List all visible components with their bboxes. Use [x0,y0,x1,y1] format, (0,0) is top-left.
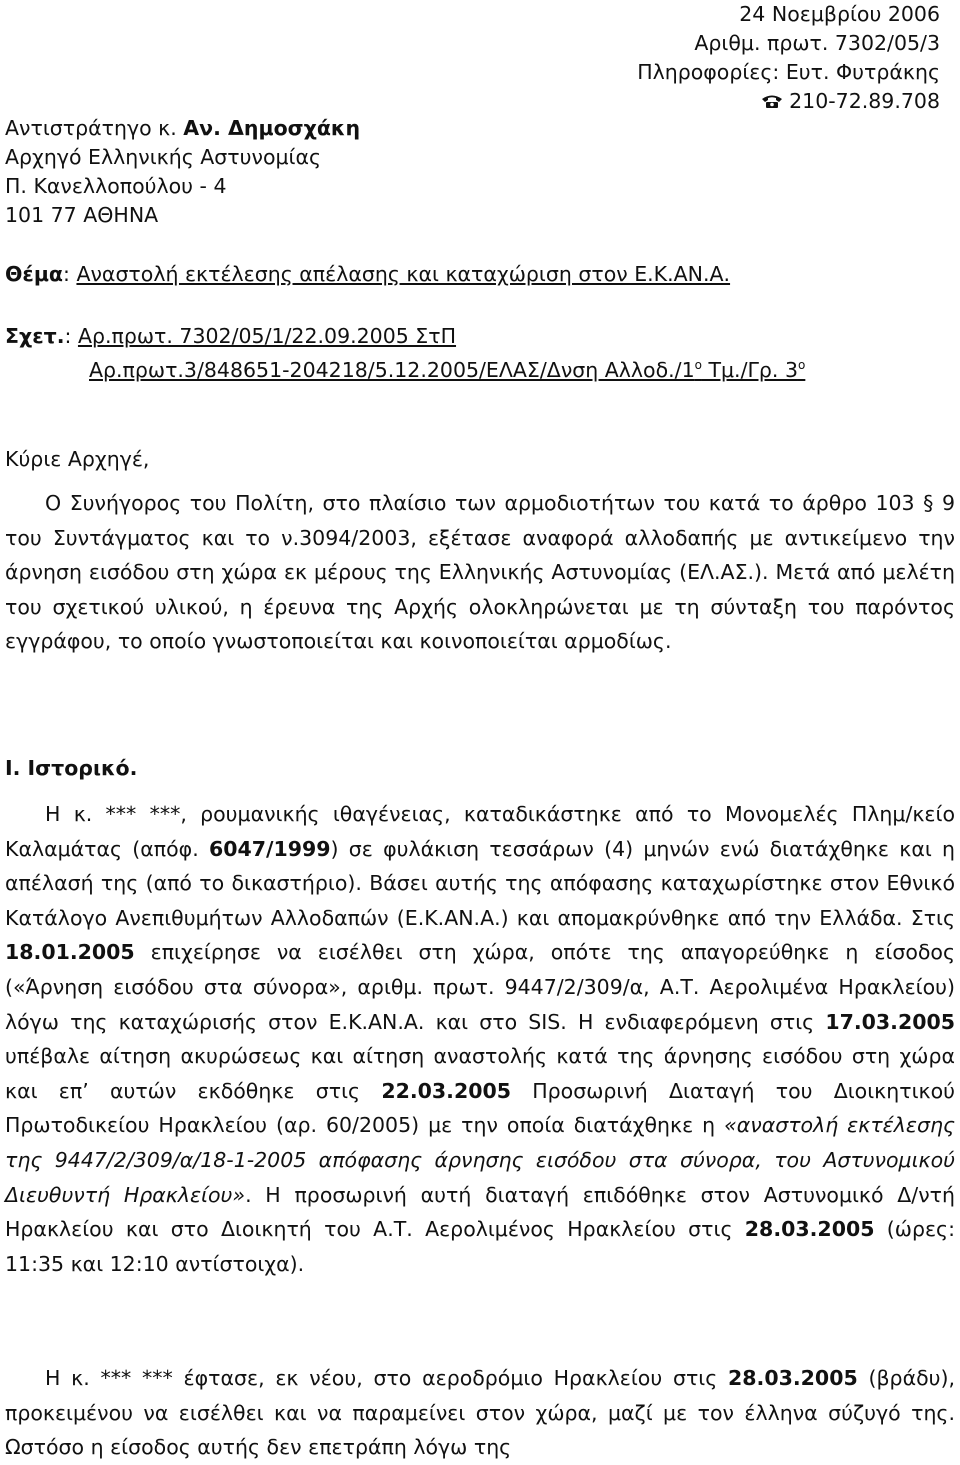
relation-ref-a: Αρ.πρωτ.3/848651-204218/5.12.2005/ΕΛΑΣ/Δνση Αλλοδ./1 [89,357,695,382]
last-date: 28.03.2005 [728,1366,858,1390]
relation-block: Σχετ.: Αρ.πρωτ. 7302/05/1/22.09.2005 ΣτΠ Αρ.πρωτ.3/848651-204218/5.12.2005/ΕΛΑΣ/Δνση $A\lambda\lambda o\delta./1^o$ Τμ./Γρ. $3^o$ [5,322,805,385]
telephone-icon [761,88,783,103]
last-paragraph [5,1361,955,1465]
phone-line [637,87,940,116]
history-date-3: 22.03.2005 [381,1078,511,1103]
salutation: Κύριε Αρχηγέ, [5,447,150,471]
relation-line-2 [89,351,805,385]
history-date-4: 28.03.2005 [744,1217,875,1242]
history-text-3: επιχείρησε να εισέλθει στη χώρα, οπότε της απαγορεύθηκε η είσοδος («Άρνηση εισόδου στα σύνορα», αριθμ. πρωτ. 9447/2/309/α, Α.Τ. Αερολιμένα Ηρακλείου) λόγω της καταχώρισής στον Ε.Κ.ΑΝ.Α. και στο SIS. Η ενδιαφερόμενη στις [5,940,955,1034]
relation-sup-2: ο [797,358,806,372]
history-quote: «αναστολή εκτέλεσης της 9447/2/309/α/18-1-2005 απόφασης άρνησης εισόδου στα σύνορα, του Αστυνομικού Διευθυντή Ηρακλείου» [5,1113,955,1207]
history-text-6: . Η προσωρινή αυτή διαταγή επιδόθηκε στον Αστυνομικό Δ/ντή Ηρακλείου και στο Διοικητή του Α.Τ. Αερολιμένος Ηρακλείου στις [5,1182,955,1242]
recipient-title: Αντιστράτηγο κ. [5,116,184,140]
recipient-line-3: Π. Κανελλοπούλου - 4 [5,174,227,198]
relation-sup-1: ο [694,358,702,372]
recipient-line-4: 101 77 ΑΘΗΝΑ [5,203,159,227]
history-paragraph [5,797,955,1281]
relation-label: Σχετ. [5,324,65,348]
history-text-5: Προσωρινή Διαταγή του Διοικητικού Πρωτοδικείου Ηρακλείου (αρ. 60/2005) με την οποία διατάχθηκε η [5,1078,955,1138]
history-text-2: ) σε φυλάκιση τεσσάρων (4) μηνών ενώ διατάχθηκε και η απέλασή της (από το δικαστήριο). Βάσει αυτής της απόφασης καταχωρίστηκε στον Εθνικό Κατάλογο Ανεπιθυμήτων Αλλοδαπών (Ε.Κ.ΑΝ.Α.) και απομακρύνθηκε από την Ελλάδα. Στις [5,836,955,930]
intro-text: Ο Συνήγορος του Πολίτη, στο πλαίσιο των αρμοδιοτήτων του κατά το άρθρο 103 § 9 του Συντάγματος και το ν.3094/2003, εξέτασε αναφορά αλλοδαπής με αντικείμενο την άρνηση εισόδου στη χώρα εκ μέρους της Ελληνικής Αστυνομίας (ΕΛ.ΑΣ.). Μετά από μελέτη του σχετικού υλικού, η έρευνα της Αρχής ολοκληρώνεται με τη σύνταξη του παρόντος εγγράφου, το οποίο γνωστοποιείται και κοινοποιείται αρμοδίως. [5,491,955,654]
history-text-1: Η κ. *** ***, ρουμανικής ιθαγένειας, καταδικάστηκε από το Μονομελές Πλημ/κείο Καλαμάτας (απόφ. [5,802,955,861]
recipient-line-1 [5,114,360,143]
subject-text: Αναστολή εκτέλεσης απέλασης και καταχώριση στον Ε.Κ.ΑΝ.Α. [76,262,731,286]
recipient-address [5,114,360,230]
section-title: Ι. Ιστορικό. [5,756,138,780]
history-text-4: υπέβαλε αίτηση ακυρώσεως και αίτηση αναστολής κατά της άρνησης εισόδου στη χώρα και επ’ αυτών εκδόθηκε στις [5,1044,955,1103]
letter-header [637,0,940,116]
history-date-2: 17.03.2005 [825,1009,955,1034]
recipient-line-2: Αρχηγό Ελληνικής Αστυνομίας [5,145,322,169]
letter-date: 24 Νοεμβρίου 2006 [739,2,940,26]
subject-label: Θέμα [5,262,64,286]
contact-info: Πληροφορίες: Ευτ. Φυτράκης [637,60,940,84]
intro-paragraph [5,486,955,659]
last-text-1: Η κ. *** *** έφτασε, εκ νέου, στο αεροδρόμιο Ηρακλείου στις [45,1366,729,1390]
history-text-7: (ώρες: 11:35 και 12:10 αντίστοιχα). [5,1217,956,1276]
history-decision: 6047/1999 [208,836,331,861]
history-date-1: 18.01.2005 [5,940,135,965]
subject-line: Θέμα: Αναστολή εκτέλεσης απέλασης και καταχώριση στον Ε.Κ.ΑΝ.Α. [5,262,731,286]
relation-ref-b: Τμ./Γρ. 3 [701,357,798,382]
last-text-2: (βράδυ), προκειμένου να εισέλθει και να παραμείνει στον χώρα, μαζί με τον έλληνα σύζυγό της. Ωστόσο η είσοδος αυτής δεν επετράπη λόγω της [5,1366,955,1460]
recipient-name: Αν. Δημοσχάκη [183,116,361,140]
phone-number: 210-72.89.708 [789,89,940,113]
relation-line-1: Αρ.πρωτ. 7302/05/1/22.09.2005 ΣτΠ [77,324,457,348]
protocol-number: Αριθμ. πρωτ. 7302/05/3 [694,31,940,55]
